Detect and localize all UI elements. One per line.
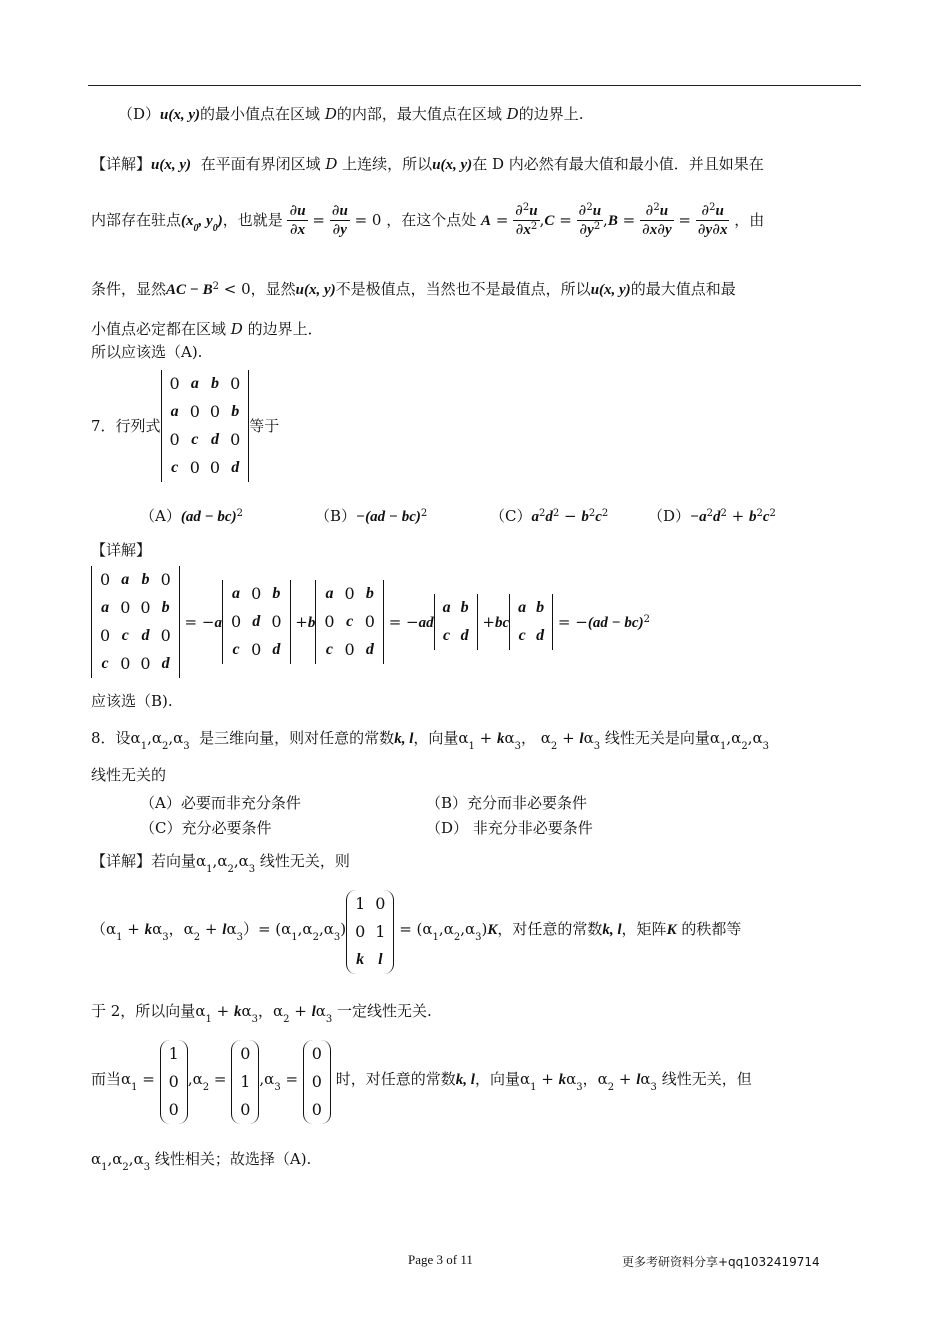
q7-determinant: 0 a b 0 a 0 0 b 0 c d 0 c 0 0 d (161, 370, 250, 482)
explain6-line3: 条件，显然AC − $B^2 < 0$，显然u(x, y)不是极值点，当然也不是最值点，所以u(x, y)的最大值点和最 (91, 280, 736, 298)
header-rule (88, 85, 861, 86)
q8-option-c: （C）充分必要条件 (140, 819, 272, 837)
q7-option-b: （B）−(ad − bc)$^2$ (315, 507, 428, 525)
q7-conclusion: 应该选（B). (91, 692, 173, 710)
q8-stem-line2: 线性无关的 (91, 766, 167, 784)
q8-explain-line2: （$\alpha_1 + k\alpha_3$，$\alpha_2 + l\alpha_3)= (\alpha_1,\alpha_2,\alpha_3)$ 1 0 0 1 k l = $(\alpha_1,\alpha_2,\alpha_3)K$，对任意的常数k, l，矩阵K 的秩都等 (91, 890, 741, 974)
q7-option-d: $(D)-a^2d^2 + b^2c^2$ (648, 507, 776, 525)
explain6-line1: 【详解】u(x, y) 在平面有界闭区域 D 上连续，所以u(x, y)在 D 内必然有最大值和最小值．并且如果在 (91, 155, 764, 173)
q8-option-d: （D） 非充分非必要条件 (426, 819, 593, 837)
q7-option-c: $(C)a^2d^2 - b^2c^2$ (490, 507, 609, 525)
explain6-line4: 小值点必定都在区域 D 的边界上． (91, 320, 323, 338)
q7-stem: 7．行列式 0 a b 0 a 0 0 b 0 c d 0 c 0 0 d 等于 (91, 370, 279, 482)
q8-explain-line5: $\alpha_1,\alpha_2,\alpha_3$ 线性相关；故选择（A). (91, 1150, 312, 1173)
page-number: Page 3 of 11 (408, 1252, 473, 1267)
explain6-conclusion: 所以应该选（A). (91, 343, 203, 361)
q8-option-a: （A）必要而非充分条件 (140, 794, 301, 812)
q7-expansion: 0 a b 0 a 0 0 b 0 c d 0 c 0 0 d = −a a 0 b 0 d 0 c 0 d +b a 0 b 0 c 0 c 0 d = −ad a b c d +bc a b c d = −(ad − bc)$^2$ (91, 566, 650, 678)
q8-stem-line1: 8．设$\alpha_1,\alpha_2,\alpha_3$ 是三维向量，则对任意的常数k, l，向量$\alpha_1 + k\alpha_3$， $\alpha_2 + l\alpha_3$ 线性无关是向量$\alpha_1,\alpha_2,\alpha_3$ (91, 729, 769, 752)
q8-explain-line1: 【详解】若向量$\alpha_1,\alpha_2,\alpha_3$ 线性无关，则 (91, 852, 350, 875)
q8-explain-line3: 于 2，所以向量$\alpha_1 + k\alpha_3$，$\alpha_2 + l\alpha_3$ 一定线性无关. (91, 1002, 432, 1025)
q8-option-b: （B）充分而非必要条件 (426, 794, 588, 812)
q7-explain-tag: 【详解】 (91, 541, 152, 559)
explain6-line2: 内部存在驻点($x_0$, $y_0$)，也就是 $\frac{\partial u}{\partial x}$ = $\frac{\partial u}{\partial y}$ = 0 ，在这个点处 A = $\frac{\partial^2u}{\partial x^2}$ ,C = $\frac{\partial^2u}{\partial y^2}$ ,B = $\frac{\partial^2u}{\partial x\partial y}$ = $\frac{\partial^2u}{\partial y\partial x}$ ，由 (91, 201, 765, 239)
q8-explain-line4: 而当$\alpha_1$ = 1 0 0 $,\alpha_2$ = 0 1 0 $,\alpha_3$ = 0 0 0 时，对任意的常数k, l，向量$\alpha_1 + k\alpha_3$，$\alpha_2 + l\alpha_3$ 线性无关，但 (91, 1040, 752, 1124)
footer-share: 更多考研资料分享+qq1032419714 (622, 1255, 820, 1269)
q7-option-a: （A）(ad − bc)$^2$ (140, 507, 243, 525)
option-d-line: （D）u(x, y)的最小值点在区域 D的内部，最大值点在区域 D的边界上. (118, 105, 584, 123)
